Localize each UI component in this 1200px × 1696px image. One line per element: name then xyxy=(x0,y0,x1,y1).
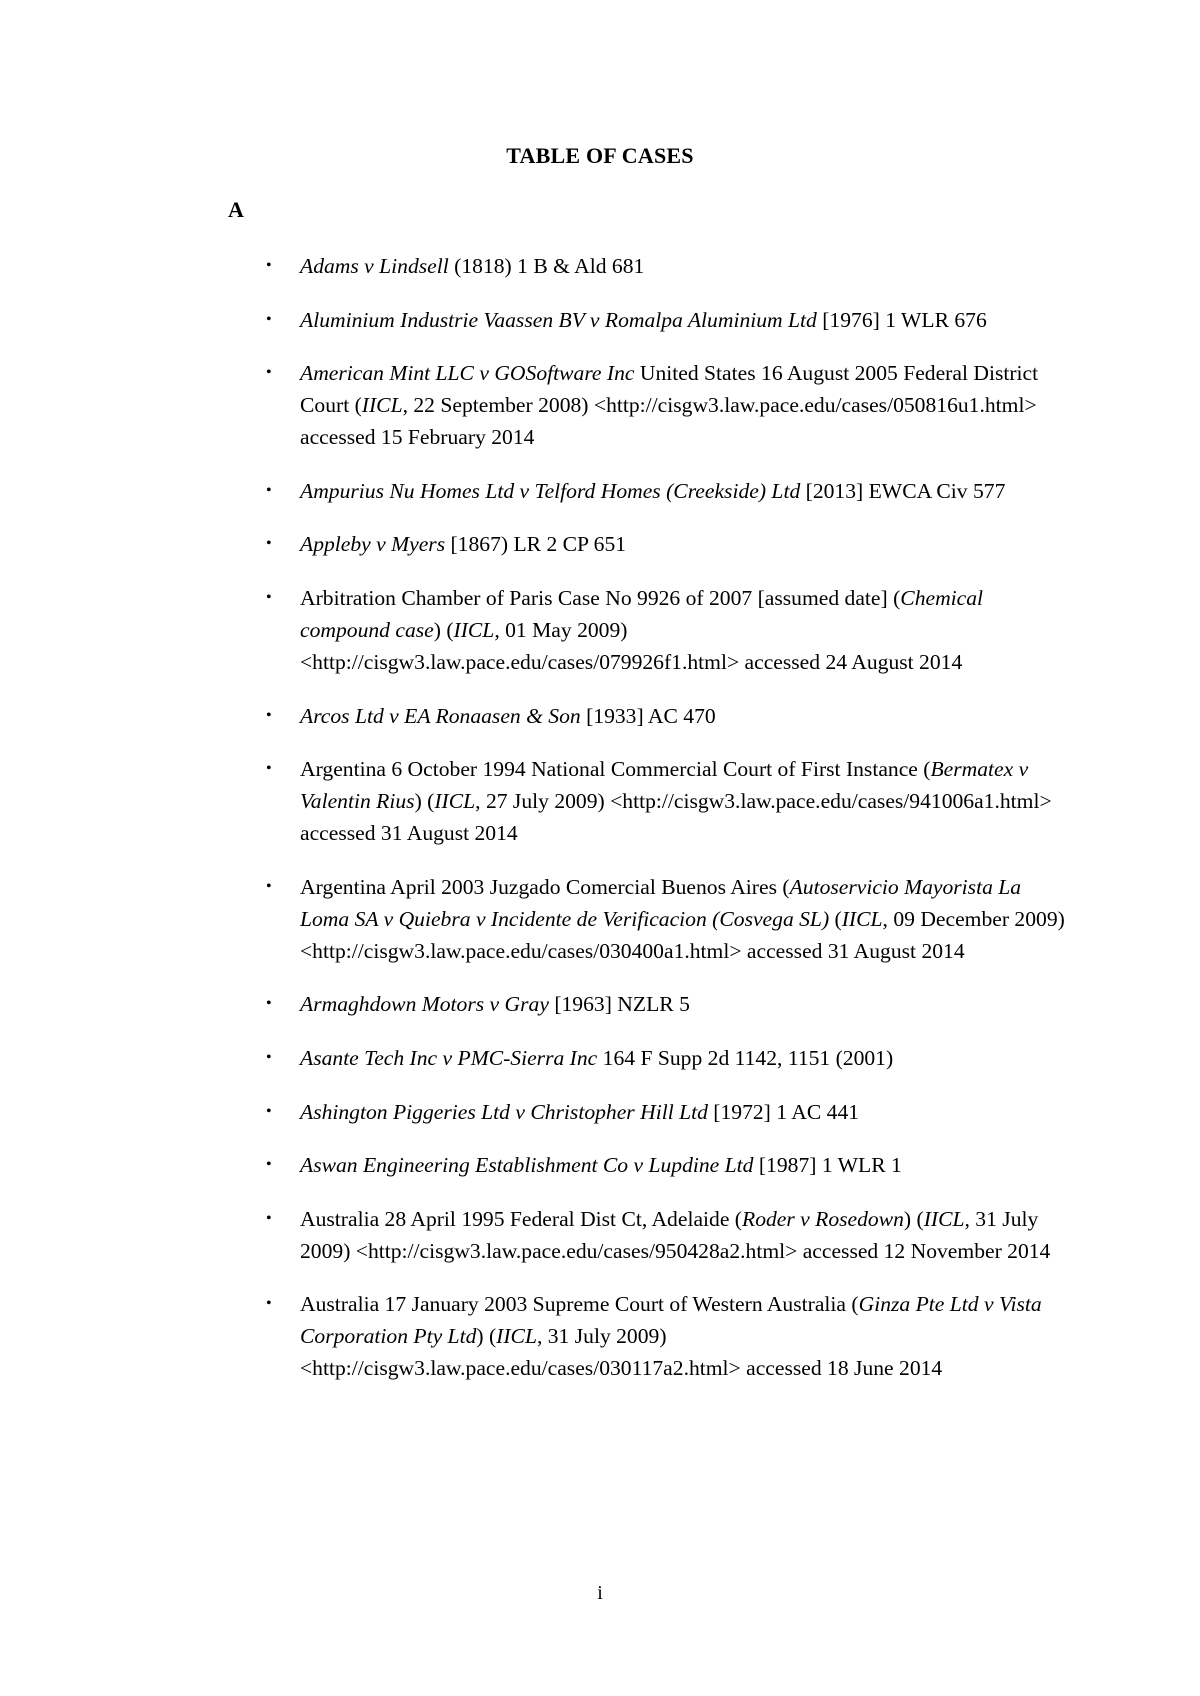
case-citation-italic: IICL xyxy=(496,1324,537,1349)
case-entry xyxy=(266,1096,1070,1128)
case-citation-text: United States 16 August 2005 Federal District Court ( xyxy=(300,361,1039,418)
page-number: i xyxy=(597,1582,603,1604)
case-citation-text: 164 F Supp 2d 1142, 1151 (2001) xyxy=(597,1045,894,1070)
case-citation-italic: Autoservicio Mayorista La Loma SA v Quiebra v Incidente de Verificacion (Cosvega SL) xyxy=(300,874,1022,931)
bullet-icon: • xyxy=(266,310,272,328)
bullet-icon: • xyxy=(266,1156,272,1174)
case-citation-text: [1933] AC 470 xyxy=(580,703,716,728)
case-citation-text: Arbitration Chamber of Paris Case No 9926 of 2007 [assumed date] ( xyxy=(300,585,901,610)
case-entry xyxy=(266,1288,1070,1384)
case-citation-text: , 27 July 2009) <http://cisgw3.law.pace.edu/cases/941006a1.html> accessed 31 August 2014 xyxy=(300,789,1052,846)
case-entry xyxy=(266,988,1070,1020)
case-citation-italic: Bermatex v Valentin Rius xyxy=(300,757,1029,814)
case-citation-text: , 09 December 2009) <http://cisgw3.law.pace.edu/cases/030400a1.html> accessed 31 August 2014 xyxy=(300,906,1065,963)
case-citation-text: Argentina April 2003 Juzgado Comercial Buenos Aires ( xyxy=(300,874,790,899)
case-entry xyxy=(266,357,1070,453)
case-citation-italic: IICL xyxy=(923,1206,965,1231)
case-citation-italic: Asante Tech Inc v PMC-Sierra Inc xyxy=(300,1045,598,1070)
case-citation-italic: Ginza Pte Ltd v Vista Corporation Pty Ltd xyxy=(300,1292,1042,1349)
case-citation-text: ) ( xyxy=(433,617,454,642)
bullet-icon: • xyxy=(266,877,272,895)
bullet-icon: • xyxy=(266,1102,272,1120)
bullet-icon: • xyxy=(266,706,272,724)
case-citation-text: Australia 17 January 2003 Supreme Court of Western Australia ( xyxy=(300,1292,859,1317)
case-entry xyxy=(266,475,1070,507)
case-citation-italic: Appleby v Myers xyxy=(300,532,446,557)
case-entry xyxy=(266,700,1070,732)
case-list xyxy=(266,250,1070,1406)
case-entry xyxy=(266,1203,1070,1267)
bullet-icon: • xyxy=(266,588,272,606)
case-citation-text: ) ( xyxy=(903,1206,924,1231)
case-citation-text: , 01 May 2009) <http://cisgw3.law.pace.edu/cases/079926f1.html> accessed 24 August 2014 xyxy=(300,617,963,674)
case-citation-italic: Ampurius Nu Homes Ltd v Telford Homes (Creekside) Ltd xyxy=(300,478,801,503)
bullet-icon: • xyxy=(266,535,272,553)
case-citation-text: [1963] NZLR 5 xyxy=(548,992,690,1017)
case-citation-text: ) ( xyxy=(414,789,435,814)
bullet-icon: • xyxy=(266,364,272,382)
case-citation-text: ) ( xyxy=(476,1324,497,1349)
case-entry xyxy=(266,528,1070,560)
case-citation-italic: IICL xyxy=(361,393,403,418)
case-citation-italic: Chemical compound case xyxy=(300,585,984,642)
case-citation-text: [1987] 1 WLR 1 xyxy=(753,1153,902,1178)
case-citation-text: , 22 September 2008) <http://cisgw3.law.pace.edu/cases/050816u1.html> accessed 15 February 2014 xyxy=(300,393,1037,450)
case-citation-text: [1972] 1 AC 441 xyxy=(707,1099,860,1124)
case-citation-italic: American Mint LLC v GOSoftware Inc xyxy=(300,361,635,386)
case-citation-text: [1867) LR 2 CP 651 xyxy=(445,532,627,557)
case-citation-italic: IICL xyxy=(453,617,495,642)
case-entry xyxy=(266,753,1070,849)
case-entry xyxy=(266,1149,1070,1181)
bullet-icon: • xyxy=(266,995,272,1013)
bullet-icon: • xyxy=(266,257,272,274)
case-citation-italic: Ashington Piggeries Ltd v Christopher Hill Ltd xyxy=(300,1099,708,1124)
case-entry xyxy=(266,1042,1070,1074)
case-citation-italic: Armaghdown Motors v Gray xyxy=(300,992,549,1017)
section-heading-a: A xyxy=(228,197,244,222)
case-citation-italic: IICL xyxy=(841,906,883,931)
case-citation-text: ( xyxy=(829,906,842,931)
case-citation-italic: Aswan Engineering Establishment Co v Lupdine Ltd xyxy=(300,1153,754,1178)
bullet-icon: • xyxy=(266,760,272,778)
bullet-icon: • xyxy=(266,1048,272,1066)
case-citation-italic: Roder v Rosedown xyxy=(742,1206,904,1231)
case-citation-text: , 31 July 2009) <http://cisgw3.law.pace.edu/cases/030117a2.html> accessed 18 June 2014 xyxy=(300,1324,943,1381)
case-citation-text: [1976] 1 WLR 676 xyxy=(816,307,987,332)
bullet-icon: • xyxy=(266,1209,272,1227)
page-title: TABLE OF CASES xyxy=(506,143,694,168)
case-entry xyxy=(266,304,1070,336)
bullet-icon: • xyxy=(266,1295,272,1313)
case-citation-italic: Aluminium Industrie Vaassen BV v Romalpa Aluminium Ltd xyxy=(300,307,817,332)
case-citation-text: [2013] EWCA Civ 577 xyxy=(800,478,1006,503)
case-entry xyxy=(266,871,1070,967)
case-citation-text: Argentina 6 October 1994 National Commercial Court of First Instance ( xyxy=(300,757,931,782)
case-citation-text: Australia 28 April 1995 Federal Dist Ct, Adelaide ( xyxy=(300,1206,742,1231)
case-citation-italic: Adams v Lindsell xyxy=(300,254,449,278)
bullet-icon: • xyxy=(266,481,272,499)
case-entry xyxy=(266,582,1070,678)
case-citation-italic: Arcos Ltd v EA Ronaasen & Son xyxy=(300,703,581,728)
case-entry xyxy=(266,250,1070,282)
case-citation-italic: IICL xyxy=(434,789,476,814)
case-citation-text: , 31 July 2009) <http://cisgw3.law.pace.edu/cases/950428a2.html> accessed 12 November 2014 xyxy=(300,1206,1051,1263)
case-citation-text: (1818) 1 B & Ald 681 xyxy=(448,254,645,278)
